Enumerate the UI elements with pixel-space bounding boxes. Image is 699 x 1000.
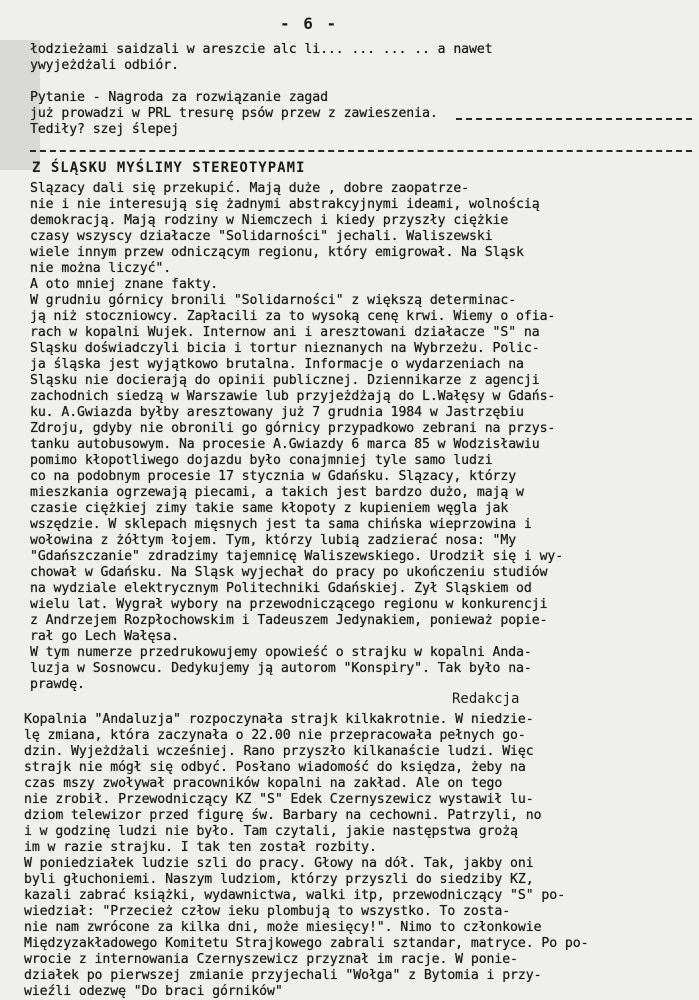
text-line: chował w Gdańsku. Na Śląsk wyjechał do pracy po ukończeniu studiów	[30, 565, 548, 580]
text-line: wieźli odezwę "Do braci górników"	[24, 984, 283, 999]
text-line: na wydziale elektrycznym Politechniki Gdańskiej. Żył Śląskiem od	[30, 581, 532, 596]
text-line: tanku autobusowym. Na procesie A.Gwiazdy 6 marca 85 w Wodzisławiu	[30, 437, 540, 452]
divider-main	[30, 150, 692, 152]
top-block	[30, 42, 691, 138]
text-line: nie można liczyć".	[30, 261, 172, 276]
article-heading: Z ŚLĄSKU MYŚLIMY STEREOTYPAMI	[32, 160, 306, 176]
text-line: strajk nie mógł się odbyć. Posłano wiadomość do księdza, żeby na	[24, 760, 526, 775]
text-line: mieszkania ogrzewają piecami, a takich jest bardzo dużo, mają w	[30, 485, 524, 500]
text-line: już prowadzi w PRL tresurę psów przew z zawieszenia.	[30, 106, 438, 121]
text-line: czas mszy zwoływał pracowników kopalni na zakład. Ale on tego	[24, 776, 503, 791]
text-line: Kopalnia "Andaluzja" rozpoczynała strajk kilkakrotnie. W niedzie-	[24, 712, 534, 727]
text-line: dziom telewizor przed figurę św. Barbary na cechowni. Patrzyli, no	[24, 808, 542, 823]
text-line: Śląsku doświadczyli bicia i tortur nieznanych na Wybrzeżu. Polic-	[30, 341, 540, 356]
text-line: zachodnich siedzą w Warszawie lub przyjeżdżają do L.Wałęsy w Gdańs-	[30, 389, 556, 404]
text-line: wszędzie. W sklepach mięsnych jest ta sama chińska wieprzowina i	[30, 517, 532, 532]
page-number: - 6 -	[280, 14, 339, 33]
text-line: wrocie z internowania Czernyszewicz przyznał im racje. W ponie-	[24, 952, 518, 967]
text-line: Międzyzakładowego Komitetu Strajkowego zabrali sztandar, matryce. Po po-	[24, 936, 589, 951]
text-line: działek po pierwszej zmianie przyjechali "Wołga" z Bytomia i przy-	[24, 968, 542, 983]
text-line: demokracją. Mają rodziny w Niemczech i kiedy przyszły ciężkie	[30, 213, 509, 228]
divider-top	[456, 118, 692, 120]
text-line	[30, 74, 691, 90]
text-line: i w godzinę ludzi nie było. Tam czytali, jakie następstwa grożą	[24, 824, 518, 839]
text-line: Pytanie - Nagroda za rozwiązanie zagad	[30, 90, 328, 105]
text-line: dzin. Wyjeżdżali wcześniej. Rano przyszło kilkanaście ludzi. Więc	[24, 744, 534, 759]
text-line: kazali zabrać książki, wydawnictwa, walki itp, przewodniczący "S" po-	[24, 888, 565, 903]
text-line: wielu lat. Wygrał wybory na przewodniczącego regionu w konkurencji	[30, 597, 548, 612]
text-line: A oto mniej znane fakty.	[30, 277, 219, 292]
text-line: Tediły? szej ślepej	[30, 122, 179, 137]
text-line: wiedział: "Przecież człow ieku plombują to wszystko. To zosta-	[24, 904, 511, 919]
text-line: wołowina z żółtym łojem. Tym, którzy lubią zadzierać nosa: "My	[30, 533, 517, 548]
text-line: wiele innym przew odniczącym regionu, który emigrował. Na Śląsk	[30, 245, 524, 260]
text-line: ja śląska jest wyjątkowo brutalna. Informacje o wydarzeniach na	[30, 357, 524, 372]
text-line: ku. A.Gwiazda byłby aresztowany już 7 grudnia 1984 w Jastrzębiu	[30, 405, 524, 420]
text-line: nie zrobił. Przewodniczący KZ "S" Edek Czernyszewicz wystawił lu-	[24, 792, 534, 807]
text-line: czasy wszyscy działacze "Solidarności" jechali. Waliszewski	[30, 229, 493, 244]
text-line: prawdę.	[30, 677, 85, 692]
text-line: luzja w Sosnowcu. Dedykujemy ją autorom "Konspiry". Tak było na-	[30, 661, 532, 676]
text-line: "Gdańszczanie" zdradzimy tajemnicę Waliszewskiego. Urodził się i wy-	[30, 549, 564, 564]
text-line: W poniedziałek ludzie szli do pracy. Głowy na dół. Tak, jakby oni	[24, 856, 534, 871]
text-line: ywyjeżdżali odbiór.	[30, 58, 179, 73]
text-line: Śląsku nie docierają do opinii publicznej. Dziennikarze z agencji	[30, 373, 540, 388]
text-line: W tym numerze przedrukowujemy opowieść o strajku w kopalni Anda-	[30, 645, 532, 660]
text-line: pomimo kłopotliwego dojazdu było conajmniej tyle samo ludzi	[30, 453, 493, 468]
signature: Redakcja	[452, 691, 520, 707]
text-line: Ślązacy dali się przekupić. Mają duże , dobre zaopatrze-	[30, 181, 470, 196]
text-line: rach w kopalni Wujek. Internow ani i aresztowani działacze "S" na	[30, 325, 540, 340]
text-line: czasie ciężkiej zimy takie same kłopoty z kupieniem węgla jak	[30, 501, 509, 516]
text-line: byli głuchoniemi. Naszym ludziom, którzy przyszli do siedziby KZ,	[24, 872, 534, 887]
scan-edge-shadow	[0, 40, 40, 170]
text-line: nie nam zwrócone za kilka dni, może miesięcy!". Nimo to członkowie	[24, 920, 542, 935]
text-line: im w razie strajku. I tak ten został rozbity.	[24, 840, 377, 855]
text-line: z Andrzejem Rozpłochowskim i Tadeuszem Jedynakiem, ponieważ popie-	[30, 613, 548, 628]
text-line: nie i nie interesują się żadnymi abstrakcyjnymi ideami, wolnością	[30, 197, 540, 212]
text-line: łodzieżami saidzali w areszcie alc li... ... ... .. a nawet	[30, 42, 493, 57]
text-line: ją niż stoczniowcy. Zapłacili za to wysoką cenę krwi. Wiemy o ofia-	[30, 309, 556, 324]
text-line: lę zmiana, która zaczynała o 22.00 nie przepracowała pełnych go-	[24, 728, 526, 743]
text-line: rał go Lech Wałęsa.	[30, 629, 179, 644]
text-line: Zdroju, gdyby nie obronili go górnicy przypadkowo zebrani na przys-	[30, 421, 556, 436]
text-line: W grudniu górnicy bronili "Solidarności" z większą determinac-	[30, 293, 517, 308]
text-line: co na podobnym procesie 17 stycznia w Gdańsku. Ślązacy, którzy	[30, 469, 517, 484]
article-body	[30, 181, 691, 693]
story-body	[24, 712, 691, 1000]
